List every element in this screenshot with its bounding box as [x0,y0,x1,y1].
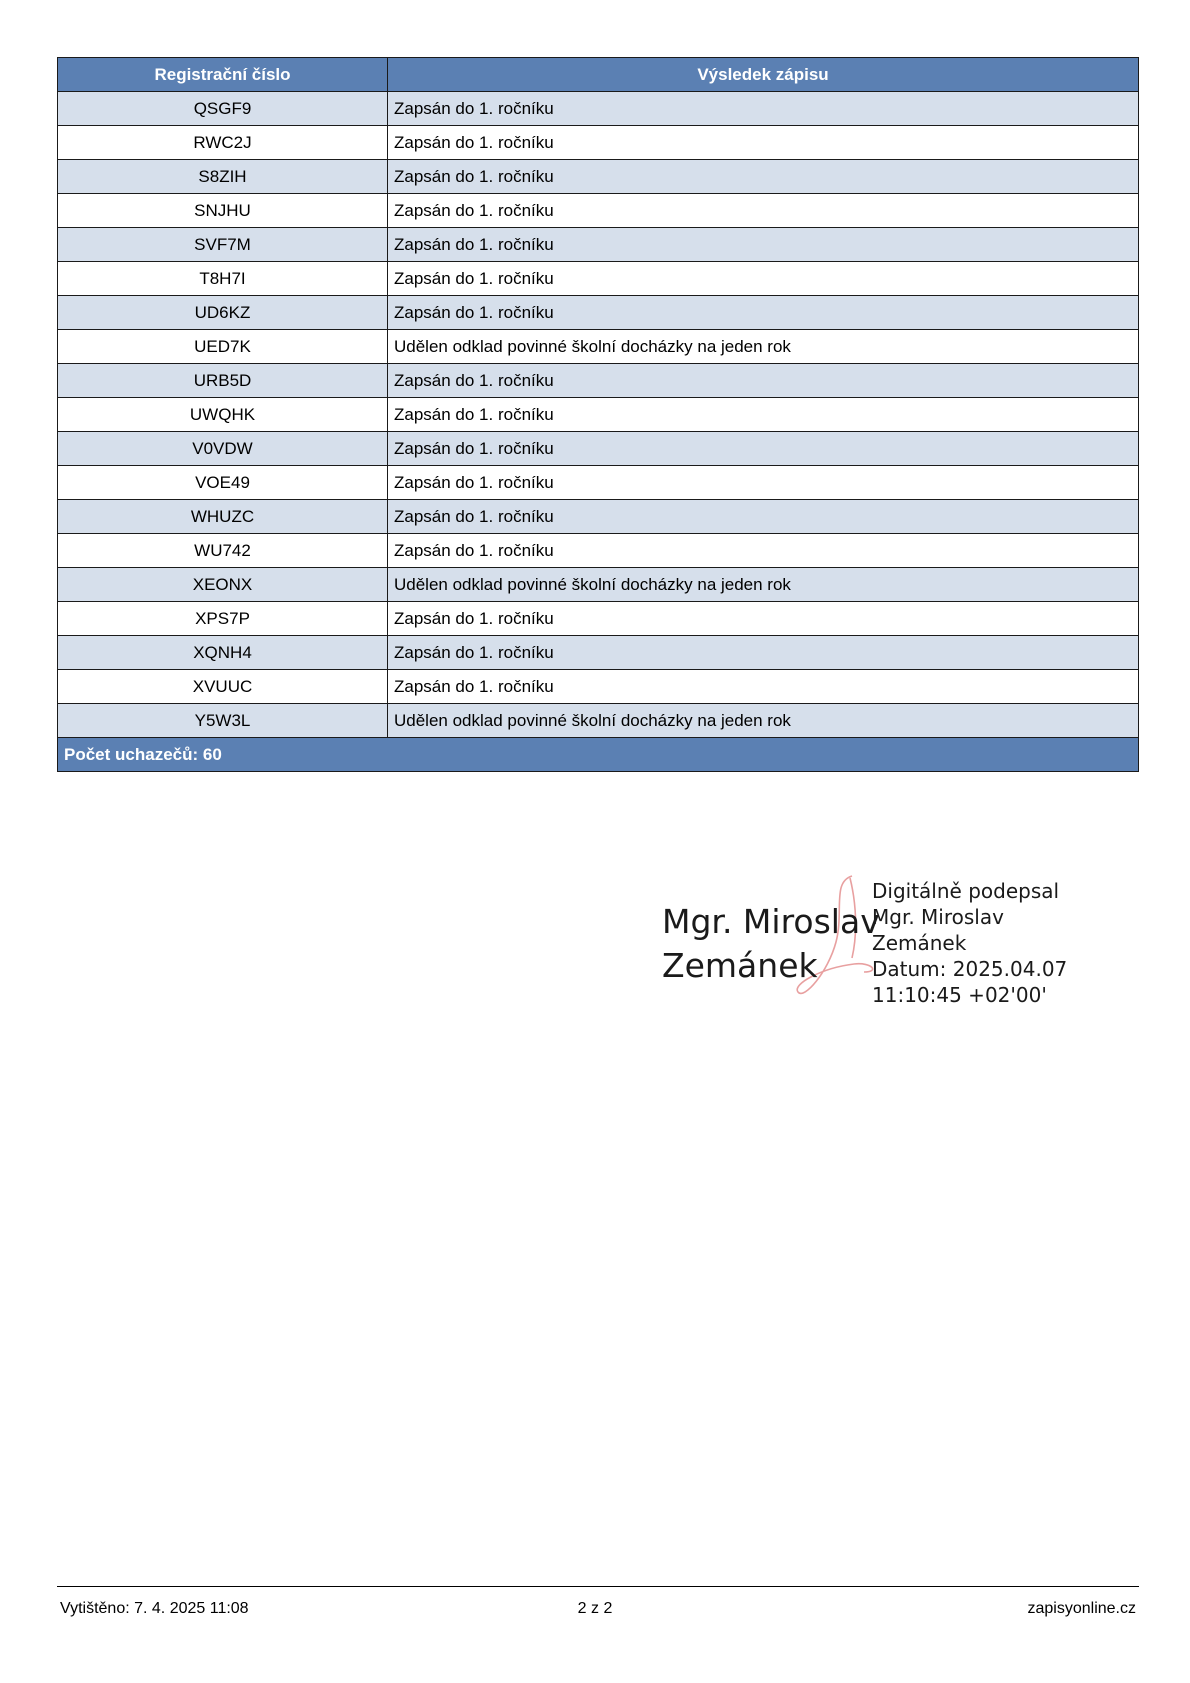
signature-details: Digitálně podepsal Mgr. Miroslav Zemánek Datum: 2025.04.07 11:10:45 +02'00' [872,879,1068,1007]
registration-number: WU742 [58,534,388,568]
enrollment-result: Zapsán do 1. ročníku [388,670,1139,704]
enrollment-result: Zapsán do 1. ročníku [388,466,1139,500]
table-row [58,330,1139,364]
registration-number: S8ZIH [58,160,388,194]
enrollment-result: Udělen odklad povinné školní docházky na jeden rok [388,568,1139,602]
table-row [58,262,1139,296]
registration-number: XVUUC [58,670,388,704]
table-row [58,670,1139,704]
table-row [58,466,1139,500]
page-number: 2 z 2 [577,1600,613,1617]
registration-number: WHUZC [58,500,388,534]
registration-number: T8H7I [58,262,388,296]
enrollment-result: Zapsán do 1. ročníku [388,296,1139,330]
enrollment-result: Zapsán do 1. ročníku [388,602,1139,636]
enrollment-result: Zapsán do 1. ročníku [388,194,1139,228]
enrollment-result: Zapsán do 1. ročníku [388,500,1139,534]
registration-number: URB5D [58,364,388,398]
table-row [58,126,1139,160]
enrollment-result: Zapsán do 1. ročníku [388,636,1139,670]
registration-number: XPS7P [58,602,388,636]
table-row [58,194,1139,228]
registration-number: XQNH4 [58,636,388,670]
registration-number: Y5W3L [58,704,388,738]
summary-row [58,738,1139,772]
enrollment-result: Zapsán do 1. ročníku [388,398,1139,432]
enrollment-result: Zapsán do 1. ročníku [388,126,1139,160]
registration-number: UD6KZ [58,296,388,330]
site-name: zapisyonline.cz [1027,1600,1136,1617]
applicant-count: Počet uchazečů: 60 [58,738,1139,772]
table-header-row [58,58,1139,92]
registration-number: VOE49 [58,466,388,500]
table-row [58,568,1139,602]
registration-number: SVF7M [58,228,388,262]
enrollment-result: Udělen odklad povinné školní docházky na jeden rok [388,704,1139,738]
results-table [57,57,1139,772]
table-row [58,160,1139,194]
printed-timestamp: Vytištěno: 7. 4. 2025 11:08 [60,1600,249,1617]
table-body [58,92,1139,738]
enrollment-result: Zapsán do 1. ročníku [388,160,1139,194]
registration-number: UED7K [58,330,388,364]
registration-number: RWC2J [58,126,388,160]
table-row [58,704,1139,738]
registration-number: V0VDW [58,432,388,466]
table-row [58,398,1139,432]
header-registration-number: Registrační číslo [58,58,388,92]
table-row [58,92,1139,126]
digital-signature [662,872,1082,1012]
table-row [58,296,1139,330]
registration-number: SNJHU [58,194,388,228]
registration-number: XEONX [58,568,388,602]
table-row [58,432,1139,466]
registration-number: UWQHK [58,398,388,432]
enrollment-result: Udělen odklad povinné školní docházky na jeden rok [388,330,1139,364]
header-enrollment-result: Výsledek zápisu [388,58,1139,92]
footer-divider [57,1586,1139,1587]
enrollment-result: Zapsán do 1. ročníku [388,534,1139,568]
table-row [58,636,1139,670]
table-row [58,602,1139,636]
table-row [58,500,1139,534]
registration-number: QSGF9 [58,92,388,126]
enrollment-result: Zapsán do 1. ročníku [388,262,1139,296]
enrollment-result: Zapsán do 1. ročníku [388,228,1139,262]
enrollment-result: Zapsán do 1. ročníku [388,92,1139,126]
table-row [58,228,1139,262]
table-row [58,534,1139,568]
enrollment-result: Zapsán do 1. ročníku [388,364,1139,398]
table-row [58,364,1139,398]
enrollment-result: Zapsán do 1. ročníku [388,432,1139,466]
signer-name: Mgr. Miroslav Zemánek [662,902,880,985]
